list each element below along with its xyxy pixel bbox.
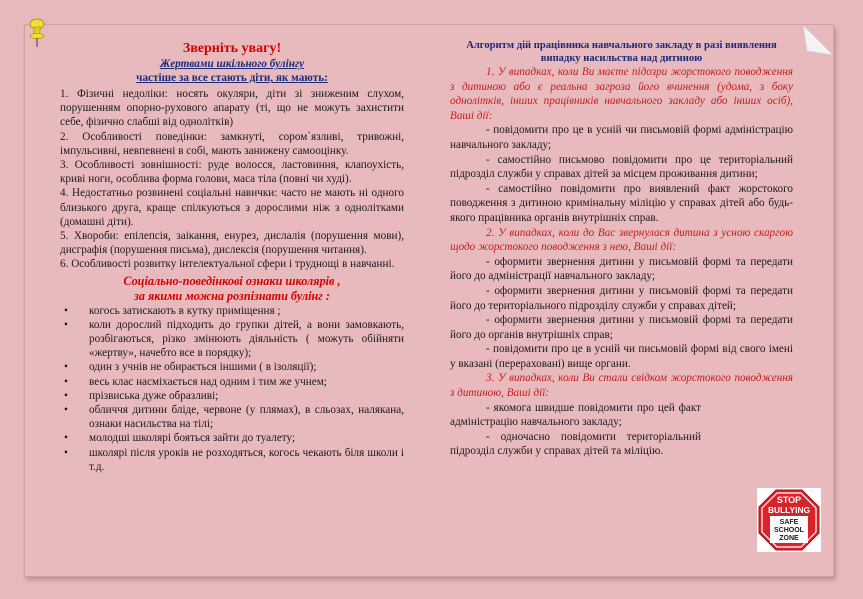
page-curl-icon: [803, 25, 833, 55]
list-item: [60, 403, 404, 431]
sign-bullying-text: BULLYING: [767, 505, 811, 515]
bullet-icon: •: [64, 375, 68, 388]
victims-subtitle: Жертвами шкільного булінгу: [159, 58, 305, 70]
bullet-icon: •: [64, 432, 68, 445]
list-item: - самостійно письмово повідомити про це територіальний підрозділ служби у справах дітей за місцем проживання дитини;: [450, 153, 793, 181]
list-item: 2. Особливості поведінки: замкнуті, сором`язливі, тривожні, імпульсивні, невпевнені в собі, мають занижену самооцінку.: [60, 130, 404, 157]
list-item: 1. Фізичні недоліки: носять окуляри, діти зі зниженим слухом, порушенням опорно-рухового апарату (ті, що не можуть захистити себе, фізично слабші від однолітків): [60, 88, 404, 129]
sign-stop-text: STOP: [776, 495, 802, 505]
sign-text: прізвиська дуже образливі;: [89, 389, 219, 402]
signs-title-line1: Соціально-поведінкові ознаки школярів ,: [123, 273, 341, 288]
list-item: [60, 375, 404, 389]
list-item: 3. Особливості зовнішності: руде волосся, ластовиння, клапоухість, криві ноги, особлива форма голови, маса тіла (повні чи худі).: [60, 159, 404, 186]
victims-subtitle-2: частіше за все стають діти, як мають:: [136, 72, 328, 84]
signs-title: [60, 274, 404, 304]
bullet-icon: •: [64, 304, 68, 317]
bullet-icon: •: [64, 318, 68, 331]
list-item: 4. Недостатньо розвинені соціальні навички: часто не мають ні одного близького друга, краще спілкуються з дорослими ніж з однолітками (домашні діти).: [60, 187, 404, 228]
bullet-icon: •: [64, 446, 68, 459]
list-item: - оформити звернення дитини у письмовій формі та передати його до адміністрації навчального закладу;: [450, 255, 793, 283]
list-item: [60, 318, 404, 361]
sign-text: когось затискають в кутку приміщення ;: [89, 304, 281, 317]
pushpin-icon: [27, 18, 47, 48]
list-item: - повідомити про це в усній чи письмовій формі від свого імені у вказані (перераховані) вище органи.: [450, 343, 793, 370]
bullet-icon: •: [64, 404, 68, 417]
case2-heading: 2. У випадках, коли до Вас звернулася дитина з усною скаргою щодо жорстокого поводження з нею, Ваші дії:: [450, 226, 793, 254]
list-item: - одночасно повідомити територіальний підрозділ служби у справах дітей та міліцію.: [450, 430, 701, 458]
list-item: [60, 446, 404, 474]
sign-text: школярі після уроків не розходяться, когось чекають біля школи і т.д.: [89, 446, 404, 473]
right-column: [450, 40, 793, 459]
list-item: 5. Хвороби: епілепсія, заікання, енурез, дислалія (порушення мови), дисграфія (порушення письма), дислексія (порушення читання).: [60, 230, 404, 257]
list-item: [60, 360, 404, 374]
sign-text: весь клас насміхається над одним і тим же учнем;: [89, 375, 327, 388]
sign-school-text: SCHOOL: [774, 527, 804, 534]
sign-text: один з учнів не обирається іншими ( в ізоляції);: [89, 361, 317, 374]
list-item: [60, 431, 404, 445]
left-column: [60, 40, 404, 474]
sign-zone-text: ZONE: [779, 535, 799, 542]
stop-bullying-sign: [757, 488, 821, 552]
list-item: - повідомити про це в усній чи письмовій формі адміністрацію навчального закладу;: [450, 124, 793, 151]
list-item: [60, 389, 404, 403]
list-item: - якомога швидше повідомити про цей факт адміністрацію навчального закладу;: [450, 401, 701, 429]
sign-text: обличчя дитини бліде, червоне (у плямах), в сльозах, налякана, ознаки насильства на тілі;: [89, 404, 404, 431]
case3-heading: 3. У випадках, коли Ви стали свідком жорстокого поводження з дитиною, Ваші дії:: [450, 372, 793, 400]
bullet-icon: •: [64, 361, 68, 374]
list-item: [60, 304, 404, 318]
list-item: - оформити звернення дитини у письмовій формі та передати його до органів внутрішніх справ;: [450, 314, 793, 341]
bullet-icon: •: [64, 389, 68, 402]
list-item: - самостійно повідомити про виявлений факт жорстокого поводження з дитиною кримінальну міліцію у справах дітей або будь-якого працівника органів внутрішніх справ.: [450, 182, 793, 224]
attention-title: Зверніть увагу!: [182, 41, 282, 56]
list-item: - оформити звернення дитини у письмовій формі та передати його до територіального підрозділу служби у справах дітей;: [450, 284, 793, 312]
algorithm-title: Алгоритм дій працівника навчального закладу в разі виявлення випадку насильства над дитиною: [466, 40, 777, 64]
case1-heading: 1. У випадках, коли Ви маєте підозри жорстокого поводження з дитиною або є реальна загроза його вчинення (удома, з боку однолітків, інших працівників навчального закладу або інших осіб), Ваші дії:: [450, 66, 793, 122]
list-item: 6. Особливості розвитку інтелектуальної сфери і труднощі в навчанні.: [60, 258, 395, 271]
sign-text: коли дорослий підходить до групки дітей, а вони замовкають, розбігаються, різко змінюють діяльність ( можуть обійняти «жертву», начебто все в порядку);: [89, 318, 404, 360]
sign-safe-text: SAFE: [779, 519, 799, 526]
signs-title-line2: за якими можна розпізнати булінг :: [134, 288, 330, 303]
sign-text: молодші школярі бояться зайти до туалету;: [89, 432, 296, 445]
